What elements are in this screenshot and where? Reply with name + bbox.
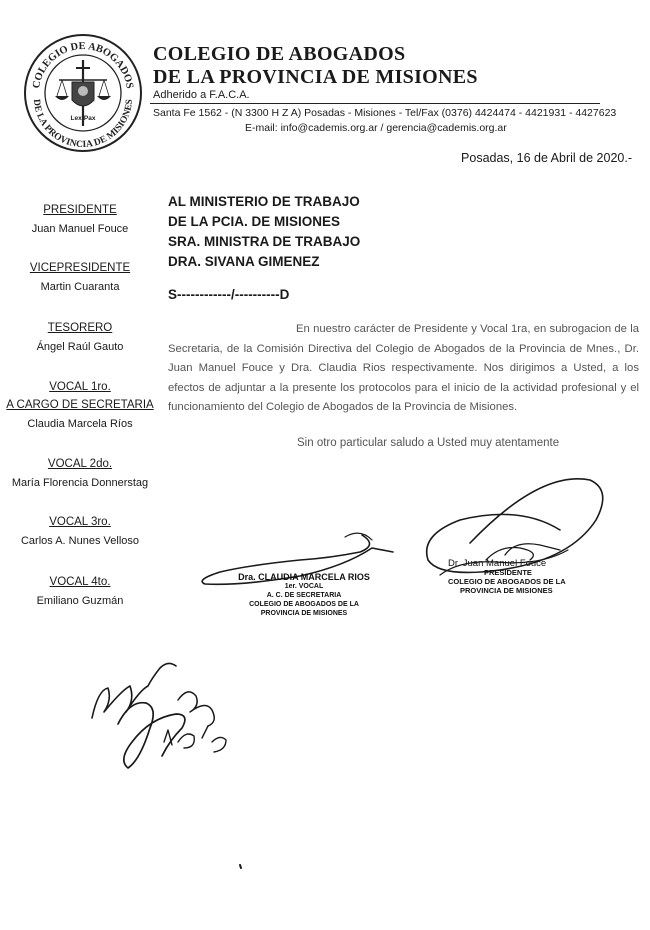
org-name-line2: DE LA PROVINCIA DE MISIONES [153, 66, 478, 88]
org-name-line1: COLEGIO DE ABOGADOS [153, 43, 406, 65]
letter-reference: S------------/----------D [168, 287, 290, 302]
signature-left-role: A. C. DE SECRETARIA [266, 592, 342, 599]
member-name-vocal2: María Florencia Donnerstag [11, 477, 149, 489]
signature-stamp-secretary [224, 573, 384, 618]
seal-motto: Lex-Pax [70, 115, 96, 122]
signature-right-role: PROVINCIA DE MISIONES [460, 586, 553, 595]
signature-left-role: COLEGIO DE ABOGADOS DE LA [249, 601, 359, 608]
letter-date: Posadas, 16 de Abril de 2020.- [461, 151, 632, 165]
seal-bottom-text: DE LA PROVINCIA DE MISIONES [30, 98, 136, 151]
addressee-line: SRA. MINISTRA DE TRABAJO [168, 234, 361, 249]
receipt-note-stroke [178, 692, 214, 726]
affiliation-text: Adherido a F.A.C.A. [153, 89, 250, 101]
signature-left-name: Dra. CLAUDIA MARCELA RIOS [238, 572, 370, 582]
member-name-treasurer: Ángel Raúl Gauto [36, 341, 124, 353]
letter-closing: Sin otro particular saludo a Usted muy atentamente [297, 437, 560, 449]
member-name-vocal3: Carlos A. Nunes Velloso [20, 535, 139, 547]
signature-left-role: PROVINCIA DE MISIONES [260, 610, 348, 617]
seal-top-text: COLEGIO DE ABOGADOS [31, 40, 135, 90]
member-title-president: PRESIDENTE [43, 204, 117, 216]
signature-right-role: COLEGIO DE ABOGADOS DE LA [448, 577, 566, 586]
member-name-vocal1: Claudia Marcela Ríos [27, 418, 133, 430]
member-title-treasurer: TESORERO [47, 322, 113, 334]
member-title-vocal4: VOCAL 4to. [49, 576, 111, 588]
member-name-president: Juan Manuel Fouce [31, 223, 129, 235]
member-title-vocal3: VOCAL 3ro. [49, 516, 111, 528]
org-email: E-mail: info@cademis.org.ar / gerencia@cademis.org.ar [245, 122, 507, 134]
ink-mark [240, 865, 241, 868]
signature-left-role: 1er. VOCAL [284, 583, 324, 590]
member-title-vocal2: VOCAL 2do. [47, 458, 113, 470]
member-name-vicepresident: Martin Cuaranta [40, 281, 120, 293]
letter-body-paragraph: En nuestro carácter de Presidente y Vocal 1ra, en subrogacion de la Secretaria, de la Comisión Directiva del Colegio de Abogados de la Provincia de Mnes., Dr. Juan Manuel Fouce y Dra. Claudia Rios respectivamente. Nos dirigimos a Usted, a los efectos de adjuntar a la presente los protocolos para el inicio de la actividad profesional y el funcionamiento del Colegio de Abogados de la Provincia de Misiones. [168, 323, 639, 413]
signature-right-role: PRESIDENTE [484, 568, 532, 577]
org-address: Santa Fe 1562 - (N 3300 H Z A) Posadas - Misiones - Tel/Fax (0376) 4424474 - 4421931 - 4427623 [153, 107, 617, 119]
member-title-vocal1: VOCAL 1ro. [49, 381, 111, 393]
member-name-vocal4: Emiliano Guzmán [36, 595, 124, 607]
receipt-note-stroke [92, 663, 176, 718]
signature-stamp-president [448, 559, 588, 595]
addressee-line: DE LA PCIA. DE MISIONES [168, 214, 341, 229]
signature-right-name: Dr. Juan Manuel Fouce [448, 558, 547, 569]
receipt-note-stroke [118, 703, 185, 768]
addressee-line: DRA. SIVANA GIMENEZ [168, 254, 320, 269]
member-title-vicepresident: VICEPRESIDENTE [29, 262, 131, 274]
member-title-vocal1-secretary: A CARGO DE SECRETARIA [6, 399, 154, 411]
addressee-line: AL MINISTERIO DE TRABAJO [168, 194, 360, 209]
